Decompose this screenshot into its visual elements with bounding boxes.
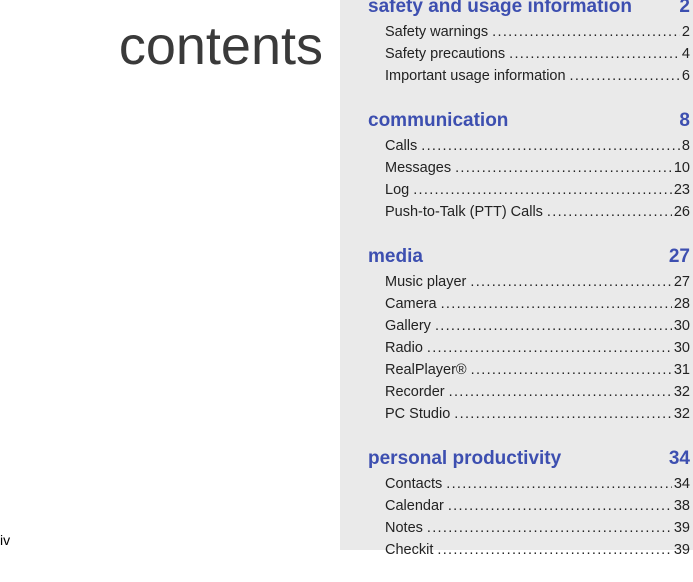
entry-page-number: 39 — [673, 542, 690, 558]
toc-section-heading[interactable] — [368, 108, 692, 135]
section-page-number: 27 — [668, 246, 690, 267]
entry-page-number: 31 — [673, 362, 690, 378]
section-title: communication — [368, 110, 509, 131]
section-page-number: 2 — [679, 0, 690, 17]
toc-section-heading[interactable] — [368, 244, 692, 271]
page-title: contents — [118, 16, 323, 76]
entry-page-number: 2 — [681, 24, 690, 40]
entry-page-number: 4 — [681, 46, 690, 62]
dot-leader — [471, 359, 672, 381]
section-page-number: 34 — [668, 448, 690, 469]
toc-section — [368, 244, 692, 425]
dot-leader — [492, 21, 680, 43]
dot-leader — [441, 293, 672, 315]
dot-leader — [421, 135, 680, 157]
toc-entry[interactable] — [385, 293, 692, 315]
dot-leader — [427, 337, 672, 359]
entry-page-number: 10 — [673, 160, 690, 176]
entry-title: Messages — [385, 160, 452, 176]
toc-section — [368, 446, 692, 561]
dot-leader — [454, 403, 672, 425]
toc-entry[interactable] — [385, 43, 692, 65]
entry-page-number: 32 — [673, 406, 690, 422]
entry-page-number: 30 — [673, 318, 690, 334]
entry-page-number: 39 — [673, 520, 690, 536]
dot-leader — [413, 179, 672, 201]
dot-leader — [446, 473, 672, 495]
toc-entry[interactable] — [385, 495, 692, 517]
entry-title: Calendar — [385, 498, 444, 514]
section-title: safety and usage information — [368, 0, 632, 17]
toc-entry[interactable] — [385, 65, 692, 87]
entry-title: RealPlayer® — [385, 362, 467, 378]
toc-entry[interactable] — [385, 337, 692, 359]
entry-page-number: 27 — [673, 274, 690, 290]
toc-entry[interactable] — [385, 179, 692, 201]
toc-section — [368, 108, 692, 223]
toc-entry[interactable] — [385, 201, 692, 223]
dot-leader — [570, 65, 680, 87]
entry-title: Radio — [385, 340, 423, 356]
toc-entry[interactable] — [385, 135, 692, 157]
toc-entry[interactable] — [385, 315, 692, 337]
dot-leader — [455, 157, 672, 179]
entry-page-number: 38 — [673, 498, 690, 514]
page-number: iv — [0, 532, 11, 548]
section-page-number: 8 — [679, 110, 690, 131]
toc-entry[interactable] — [385, 517, 692, 539]
entry-title: Calls — [385, 138, 418, 154]
entry-title: Checkit — [385, 542, 434, 558]
entry-page-number: 6 — [681, 68, 690, 84]
dot-leader — [435, 315, 672, 337]
dot-leader — [449, 381, 672, 403]
entry-title: Camera — [385, 296, 437, 312]
entry-page-number: 23 — [673, 182, 690, 198]
left-panel — [0, 0, 340, 550]
dot-leader — [470, 271, 671, 293]
entry-title: Gallery — [385, 318, 431, 334]
entry-title: PC Studio — [385, 406, 451, 422]
dot-leader — [509, 43, 680, 65]
dot-leader — [437, 539, 672, 561]
entry-title: Recorder — [385, 384, 445, 400]
entry-title: Important usage information — [385, 68, 566, 84]
entry-title: Music player — [385, 274, 467, 290]
entry-page-number: 8 — [681, 138, 690, 154]
entry-page-number: 32 — [673, 384, 690, 400]
entry-page-number: 34 — [673, 476, 690, 492]
toc-section-heading[interactable] — [368, 0, 692, 21]
entry-page-number: 30 — [673, 340, 690, 356]
entry-title: Notes — [385, 520, 423, 536]
dot-leader — [448, 495, 672, 517]
toc-entry[interactable] — [385, 359, 692, 381]
entry-title: Push-to-Talk (PTT) Calls — [385, 204, 543, 220]
entry-title: Safety warnings — [385, 24, 489, 40]
toc-entry[interactable] — [385, 403, 692, 425]
toc-entry[interactable] — [385, 473, 692, 495]
table-of-contents — [368, 0, 692, 582]
toc-entry[interactable] — [385, 539, 692, 561]
toc-entry[interactable] — [385, 21, 692, 43]
dot-leader — [427, 517, 672, 539]
entry-page-number: 28 — [673, 296, 690, 312]
dot-leader — [547, 201, 672, 223]
section-title: personal productivity — [368, 448, 562, 469]
toc-section-heading[interactable] — [368, 446, 692, 473]
entry-title: Safety precautions — [385, 46, 506, 62]
toc-entry[interactable] — [385, 157, 692, 179]
toc-entry[interactable] — [385, 381, 692, 403]
toc-section — [368, 0, 692, 87]
entry-title: Log — [385, 182, 410, 198]
entry-title: Contacts — [385, 476, 443, 492]
section-title: media — [368, 246, 423, 267]
toc-entry[interactable] — [385, 271, 692, 293]
entry-page-number: 26 — [673, 204, 690, 220]
